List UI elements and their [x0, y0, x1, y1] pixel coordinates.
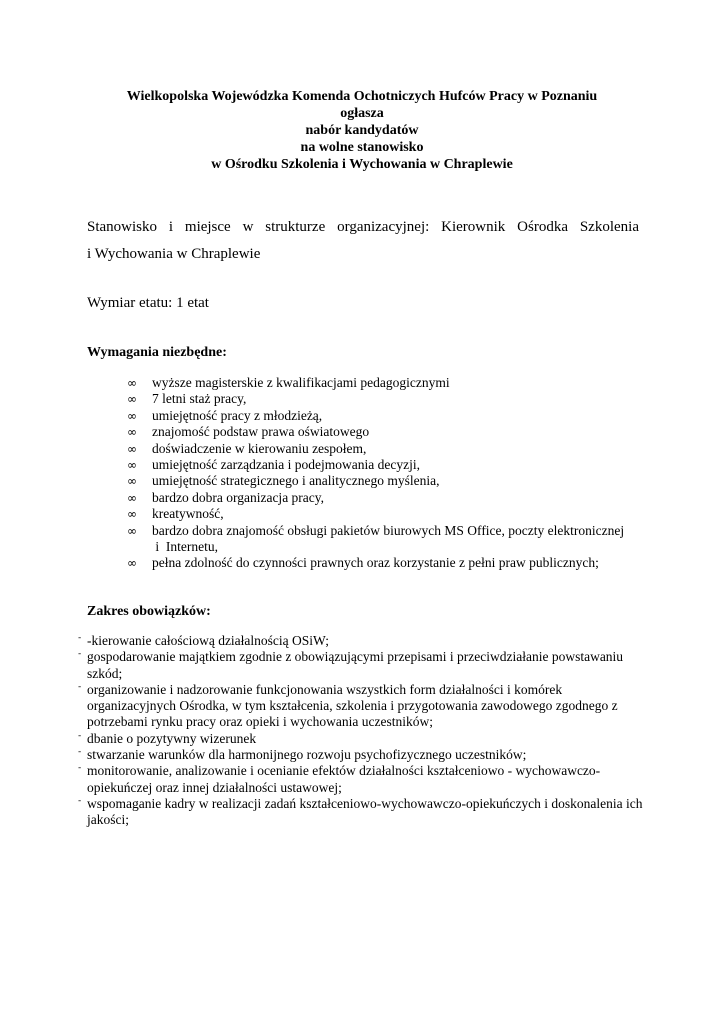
infinity-bullet-icon: ∞: [127, 376, 137, 390]
list-item: ∞ wyższe magisterskie z kwalifikacjami pedagogicznymi: [127, 375, 450, 390]
list-item: ∞ umiejętność pracy z młodzieżą,: [127, 407, 323, 423]
list-item: ∞ znajomość podstaw prawa oświatowego: [127, 424, 370, 440]
duties-title: Zakres obowiązków:: [87, 604, 211, 619]
list-item: - stwarzanie warunków dla harmonijnego rozwoju psychofizycznego uczestników;: [78, 747, 527, 763]
list-item: ∞ bardzo dobra znajomość obsługi pakietów biurowych MS Office, poczty elektronicznej i Internetu,: [127, 522, 625, 555]
requirements-title: Wymagania niezbędne:: [87, 345, 227, 360]
infinity-bullet-icon: ∞: [127, 425, 137, 440]
list-item: ∞ pełna zdolność do czynności prawnych oraz korzystanie z pełni praw publicznych;: [127, 555, 599, 571]
position-text-line1: Stanowisko i miejsce w strukturze organizacyjnej: Kierownik Ośrodka Szkolenia: [87, 219, 639, 235]
list-item: - wspomaganie kadry w realizacji zadań kształceniowo-wychowawczo-opiekuńczych i doskonalenia ich jakości;: [78, 795, 643, 828]
position-text-line2: i Wychowania w Chraplewie: [87, 246, 261, 262]
header-location: w Ośrodku Szkolenia i Wychowania w Chraplewie: [211, 157, 513, 172]
infinity-bullet-icon: ∞: [127, 392, 137, 407]
list-item: ∞ kreatywność,: [127, 506, 224, 522]
infinity-bullet-icon: ∞: [127, 441, 137, 456]
header-vacancy: na wolne stanowisko: [300, 140, 424, 155]
dash-marker-icon: -: [78, 730, 81, 741]
dash-marker-icon: -: [78, 633, 81, 643]
list-item: ∞ umiejętność strategicznego i analitycznego myślenia,: [127, 473, 440, 489]
requirements-list: [127, 375, 647, 572]
list-item: ∞ doświadczenie w kierowaniu zespołem,: [127, 440, 367, 456]
infinity-bullet-icon: ∞: [127, 408, 137, 423]
list-item: - monitorowanie, analizowanie i ocenianie efektów działalności kształceniowo - wychowawczo- opiekuńczej oraz innej działalności ustawowej;: [78, 763, 601, 795]
employment-size: Wymiar etatu: 1 etat: [87, 295, 209, 311]
dash-marker-icon: -: [78, 649, 81, 660]
infinity-bullet-icon: ∞: [127, 507, 137, 522]
infinity-bullet-icon: ∞: [127, 523, 137, 538]
infinity-bullet-icon: ∞: [127, 458, 137, 473]
announcement-header: [0, 88, 724, 173]
dash-marker-icon: -: [78, 747, 81, 758]
infinity-bullet-icon: ∞: [127, 556, 137, 571]
list-item: ∞ bardzo dobra organizacja pracy,: [127, 489, 325, 505]
list-item: - dbanie o pozytywny wizerunek: [78, 730, 257, 746]
list-item: - -kierowanie całościową działalnością OSiW;: [78, 633, 330, 648]
list-item: - organizowanie i nadzorowanie funkcjonowania wszystkich form działalności i komórek organizacyjnych Ośrodka, w tym kształcenia, szkolenia i przygotowania zawodowego zgodnego z potrzebami rynku pracy oraz opieki i wychowania uczestników;: [78, 681, 618, 730]
list-item: ∞ 7 letni staż pracy,: [127, 391, 247, 407]
header-institution: Wielkopolska Wojewódzka Komenda Ochotniczych Hufców Pracy w Poznaniu: [126, 89, 598, 104]
infinity-bullet-icon: ∞: [127, 474, 137, 489]
list-item: - gospodarowanie majątkiem zgodnie z obowiązującymi przepisami i przeciwdziałanie powstawaniu szkód;: [78, 649, 624, 681]
header-recruitment: nabór kandydatów: [305, 123, 419, 138]
dash-marker-icon: -: [78, 763, 81, 774]
header-announces: ogłasza: [340, 106, 384, 121]
dash-marker-icon: -: [78, 795, 81, 806]
dash-marker-icon: -: [78, 681, 81, 692]
list-item: ∞ umiejętność zarządzania i podejmowania decyzji,: [127, 457, 421, 473]
infinity-bullet-icon: ∞: [127, 490, 137, 505]
duties-list: [78, 633, 648, 829]
